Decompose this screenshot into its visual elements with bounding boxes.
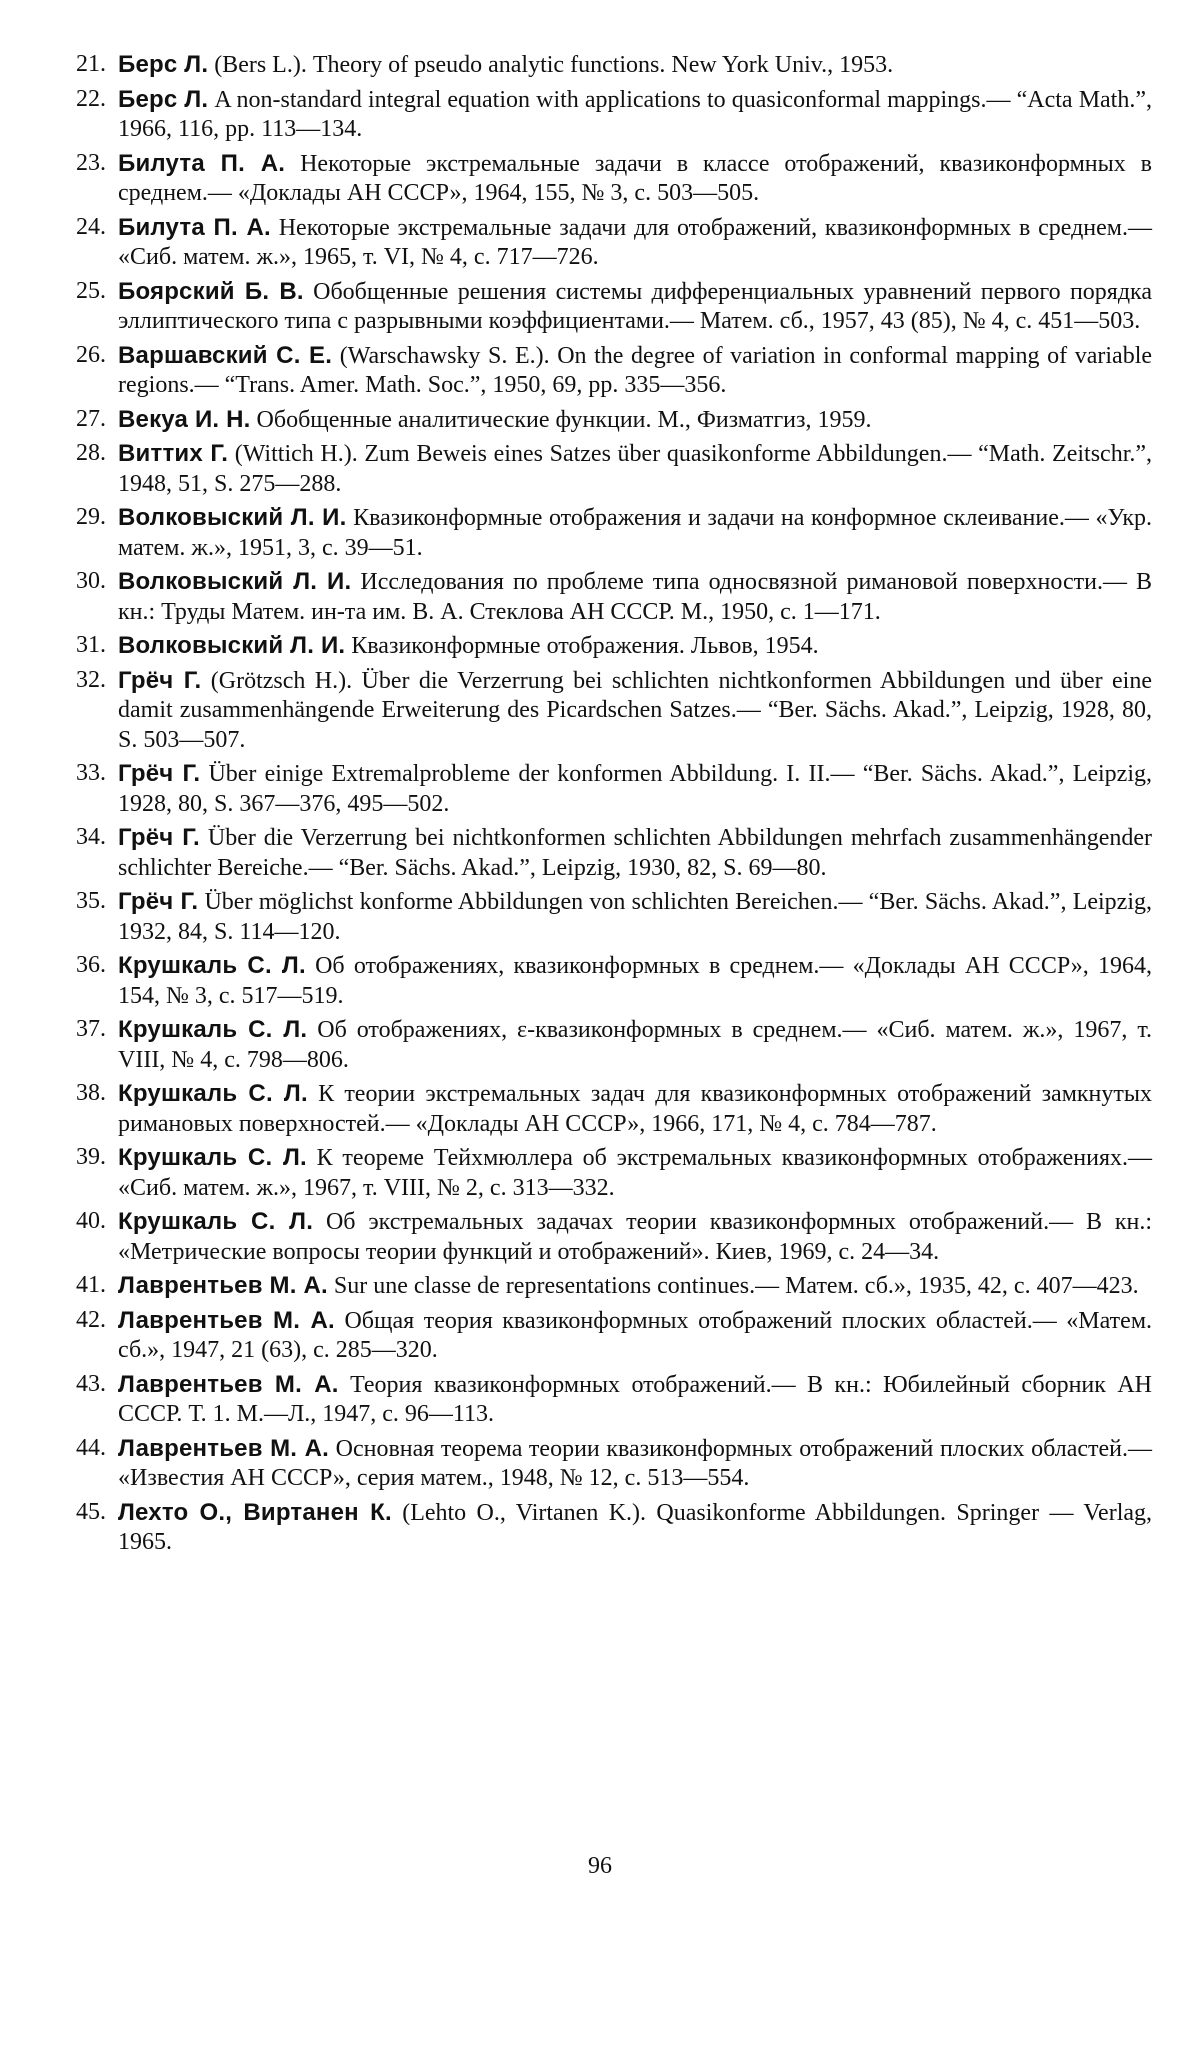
reference-number: 44. — [62, 1434, 106, 1464]
reference-author: Лехто О., Виртанен К. — [118, 1499, 392, 1526]
reference-text: Теория квазиконформных отображений.— В кн.: Юбилейный сборник АН СССР. Т. 1. М.—Л., 1947, с. 96—113. — [118, 1372, 1152, 1428]
reference-text: (Bers L.). Theory of pseudo analytic functions. New York Univ., 1953. — [214, 52, 893, 78]
reference-author: Варшавский С. Е. — [118, 342, 332, 369]
reference-text: Sur une classe de representations continues.— Матем. сб.», 1935, 42, с. 407—423. — [334, 1273, 1139, 1299]
reference-entry — [62, 631, 1152, 662]
reference-entry — [62, 50, 1152, 81]
reference-number: 28. — [62, 439, 106, 469]
reference-number: 32. — [62, 666, 106, 696]
page-number: 96 — [0, 1853, 1200, 1880]
reference-author: Грёч Г. — [118, 888, 198, 915]
reference-number: 39. — [62, 1143, 106, 1173]
reference-author: Крушкаль С. Л. — [118, 1208, 313, 1235]
reference-number: 21. — [62, 50, 106, 80]
reference-entry — [62, 277, 1152, 337]
reference-text: Основная теорема теории квазиконформных отображений плоских областей.— «Известия АН СССР», серия матем., 1948, № 12, с. 513—554. — [118, 1436, 1152, 1492]
reference-text: Некоторые экстремальные задачи для отображений, квазиконформных в среднем.— «Сиб. матем. ж.», 1965, т. VI, № 4, с. 717—726. — [118, 215, 1152, 271]
reference-author: Грёч Г. — [118, 824, 200, 851]
reference-text: Некоторые экстремальные задачи в классе отображений, квазиконформных в среднем.— «Доклады АН СССР», 1964, 155, № 3, с. 503—505. — [118, 151, 1152, 207]
reference-author: Лаврентьев М. А. — [118, 1272, 328, 1299]
reference-number: 24. — [62, 213, 106, 243]
reference-number: 30. — [62, 567, 106, 597]
reference-text: Исследования по проблеме типа односвязной римановой поверхности.— В кн.: Труды Матем. ин-та им. В. А. Стеклова АН СССР. М., 1950, с. 1—171. — [118, 569, 1152, 625]
reference-text: К теории экстремальных задач для квазиконформных отображений замкнутых римановых поверхностей.— «Доклады АН СССР», 1966, 171, № 4, с. 784—787. — [118, 1081, 1152, 1137]
reference-author: Крушкаль С. Л. — [118, 1080, 308, 1107]
reference-entry — [62, 1143, 1152, 1203]
reference-number: 37. — [62, 1015, 106, 1045]
reference-text: Обобщенные решения системы дифференциальных уравнений первого порядка эллиптического типа с разрывными коэффициентами.— Матем. сб., 1957, 43 (85), № 4, с. 451—503. — [118, 279, 1152, 335]
reference-author: Лаврентьев М. А. — [118, 1371, 339, 1398]
reference-entry — [62, 213, 1152, 273]
reference-entry — [62, 1079, 1152, 1139]
reference-author: Волковыский Л. И. — [118, 568, 351, 595]
reference-text: A non-standard integral equation with applications to quasiconformal mappings.— “Acta Math.”, 1966, 116, pp. 113—134. — [118, 87, 1152, 143]
reference-number: 41. — [62, 1271, 106, 1301]
reference-author: Грёч Г. — [118, 760, 200, 787]
reference-entry — [62, 1370, 1152, 1430]
reference-number: 25. — [62, 277, 106, 307]
reference-text: Обобщенные аналитические функции. М., Физматгиз, 1959. — [257, 407, 872, 433]
reference-author: Грёч Г. — [118, 667, 201, 694]
reference-author: Лаврентьев М. А. — [118, 1435, 329, 1462]
reference-number: 31. — [62, 631, 106, 661]
document-page — [0, 0, 1200, 2070]
reference-entry — [62, 439, 1152, 499]
reference-text: К теореме Тейхмюллера об экстремальных квазиконформных отображениях.— «Сиб. матем. ж.», 1967, т. VIII, № 2, с. 313—332. — [118, 1145, 1152, 1201]
reference-number: 43. — [62, 1370, 106, 1400]
reference-number: 40. — [62, 1207, 106, 1237]
reference-entry — [62, 1434, 1152, 1494]
reference-entry — [62, 887, 1152, 947]
reference-number: 42. — [62, 1306, 106, 1336]
reference-author: Билута П. А. — [118, 214, 271, 241]
reference-text: Über die Verzerrung bei nichtkonformen schlichten Abbildungen mehrfach zusammenhängender schlichter Bereiche.— “Ber. Sächs. Akad.”, Leipzig, 1930, 82, S. 69—80. — [118, 825, 1152, 881]
reference-author: Билута П. А. — [118, 150, 285, 177]
reference-number: 38. — [62, 1079, 106, 1109]
reference-author: Виттих Г. — [118, 440, 228, 467]
reference-author: Крушкаль С. Л. — [118, 952, 306, 979]
reference-author: Векуа И. Н. — [118, 406, 251, 433]
reference-text: (Warschawsky S. E.). On the degree of variation in conformal mapping of variable regions.— “Trans. Amer. Math. Soc.”, 1950, 69, pp. 335—356. — [118, 343, 1152, 399]
reference-entry — [62, 149, 1152, 209]
reference-number: 34. — [62, 823, 106, 853]
reference-author: Лаврентьев М. А. — [118, 1307, 335, 1334]
reference-text: Квазиконформные отображения и задачи на конформное склеивание.— «Укр. матем. ж.», 1951, 3, с. 39—51. — [118, 505, 1152, 561]
reference-entry — [62, 951, 1152, 1011]
reference-author: Волковыский Л. И. — [118, 504, 346, 531]
reference-number: 22. — [62, 85, 106, 115]
reference-entry — [62, 759, 1152, 819]
reference-number: 35. — [62, 887, 106, 917]
reference-entry — [62, 503, 1152, 563]
reference-text: Общая теория квазиконформных отображений плоских областей.— «Матем. сб.», 1947, 21 (63), с. 285—320. — [118, 1308, 1152, 1364]
reference-text: (Wittich H.). Zum Beweis eines Satzes über quasikonforme Abbildungen.— “Math. Zeitschr.”, 1948, 51, S. 275—288. — [118, 441, 1152, 497]
reference-number: 33. — [62, 759, 106, 789]
reference-text: Über möglichst konforme Abbildungen von schlichten Bereichen.— “Ber. Sächs. Akad.”, Leipzig, 1932, 84, S. 114—120. — [118, 889, 1152, 945]
reference-text: Об отображениях, квазиконформных в среднем.— «Доклады АН СССР», 1964, 154, № 3, с. 517—519. — [118, 953, 1152, 1009]
reference-author: Боярский Б. В. — [118, 278, 304, 305]
reference-text: Об отображениях, ε-квазиконформных в среднем.— «Сиб. матем. ж.», 1967, т. VIII, № 4, с. 798—806. — [118, 1017, 1152, 1073]
reference-entry — [62, 823, 1152, 883]
reference-text: (Grötzsch H.). Über die Verzerrung bei schlichten nichtkonformen Abbildungen und über eine damit zusammenhängende Erweiterung des Picardschen Satzes.— “Ber. Sächs. Akad.”, Leipzig, 1928, 80, S. 503—507. — [118, 668, 1152, 753]
reference-number: 36. — [62, 951, 106, 981]
reference-number: 45. — [62, 1498, 106, 1528]
reference-number: 26. — [62, 341, 106, 371]
reference-entry — [62, 1271, 1152, 1302]
reference-text: Über einige Extremalprobleme der konformen Abbildung. I. II.— “Ber. Sächs. Akad.”, Leipzig, 1928, 80, S. 367—376, 495—502. — [118, 761, 1152, 817]
reference-entry — [62, 405, 1152, 436]
reference-entry — [62, 1015, 1152, 1075]
reference-entry — [62, 1498, 1152, 1558]
reference-author: Берс Л. — [118, 51, 208, 78]
reference-author: Крушкаль С. Л. — [118, 1016, 307, 1043]
reference-author: Волковыский Л. И. — [118, 632, 345, 659]
reference-author: Берс Л. — [118, 86, 208, 113]
reference-number: 23. — [62, 149, 106, 179]
reference-entry — [62, 1306, 1152, 1366]
reference-entry — [62, 567, 1152, 627]
reference-text: Квазиконформные отображения. Львов, 1954. — [351, 633, 818, 659]
reference-number: 29. — [62, 503, 106, 533]
reference-number: 27. — [62, 405, 106, 435]
reference-entry — [62, 666, 1152, 756]
reference-entry — [62, 1207, 1152, 1267]
reference-author: Крушкаль С. Л. — [118, 1144, 307, 1171]
reference-entry — [62, 85, 1152, 145]
reference-list — [62, 50, 1152, 1562]
reference-text: (Lehto O., Virtanen K.). Quasikonforme Abbildungen. Springer — Verlag, 1965. — [118, 1500, 1152, 1556]
reference-text: Об экстремальных задачах теории квазиконформных отображений.— В кн.: «Метрические вопросы теории функций и отображений». Киев, 1969, с. 24—34. — [118, 1209, 1152, 1265]
reference-entry — [62, 341, 1152, 401]
